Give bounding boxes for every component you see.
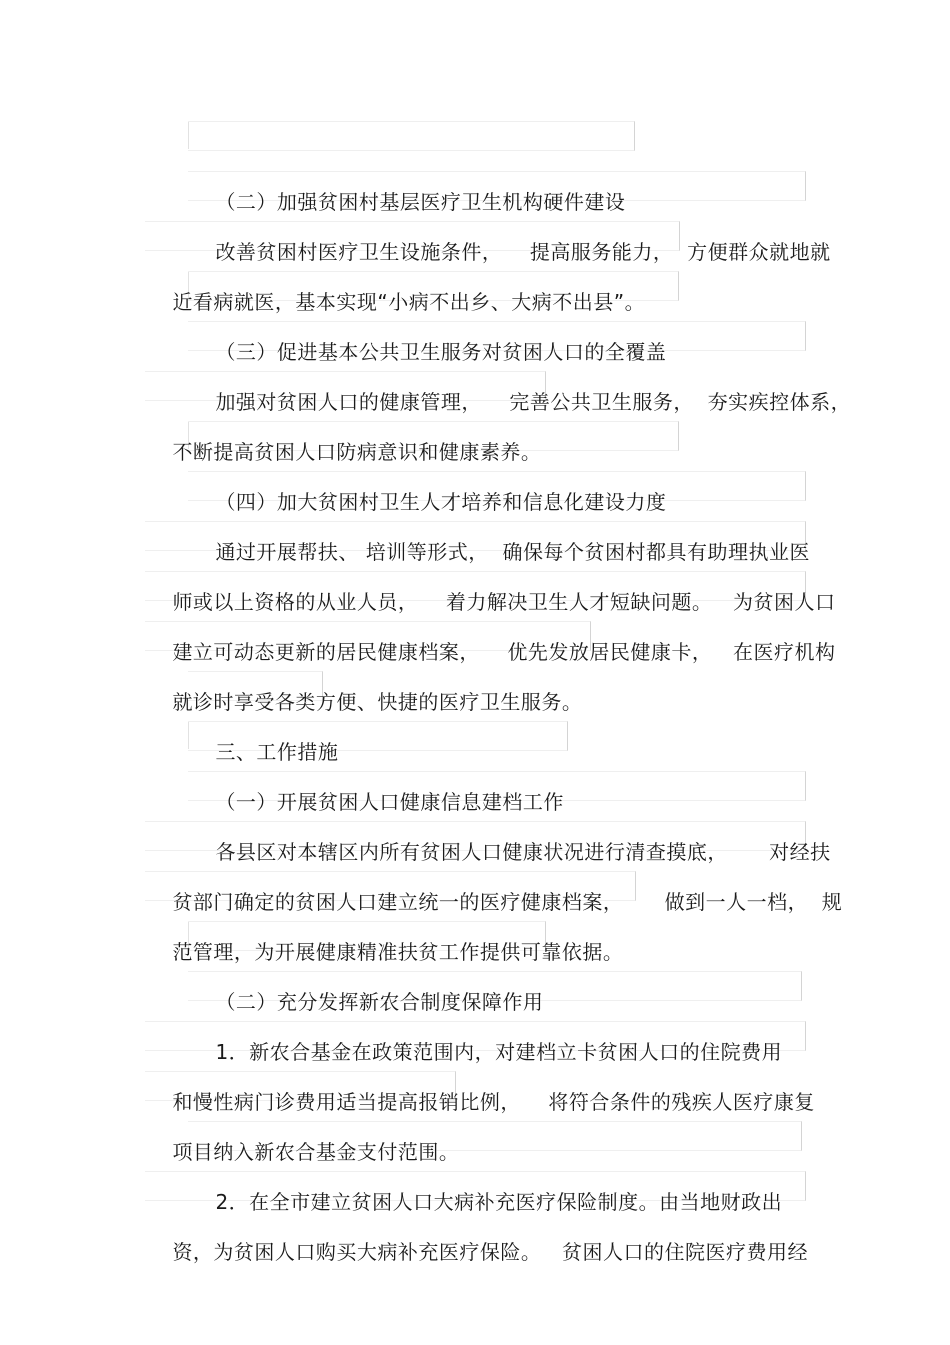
line-text: 不断提高贫困人口防病意识和健康素养。 (172, 440, 542, 464)
line-text: 通过开展帮扶、 培训等形式， 确保每个贫困村都具有助理执业医 (215, 540, 811, 564)
line-text: 就诊时享受各类方便、快捷的医疗卫生服务。 (172, 690, 583, 714)
line-text: 三、工作措施 (215, 740, 339, 764)
line-text: （一）开展贫困人口健康信息建档工作 (215, 790, 564, 814)
section-heading-2-2 (188, 127, 626, 214)
line-text: 1．新农合基金在政策范围内，对建档立卡贫困人口的住院费用 (215, 1040, 783, 1064)
line-text: （二）充分发挥新农合制度保障作用 (215, 990, 544, 1014)
line-text: 加强对贫困人口的健康管理， 完善公共卫生服务， 夯实疾控体系， (215, 390, 852, 414)
line-text: （三）促进基本公共卫生服务对贫困人口的全覆盖 (215, 340, 667, 364)
line-text: 改善贫困村医疗卫生设施条件， 提高服务能力， 方便群众就地就 (215, 240, 831, 264)
line-text: 2．在全市建立贫困人口大病补充医疗保险制度。由当地财政出 (215, 1190, 783, 1214)
line-text: 师或以上资格的从业人员， 着力解决卫生人才短缺问题。 为贫困人口 (172, 590, 836, 614)
line-text: 项目纳入新农合基金支付范围。 (172, 1140, 460, 1164)
line-text: 范管理，为开展健康精准扶贫工作提供可靠依据。 (172, 940, 624, 964)
line-text: 贫部门确定的贫困人口建立统一的医疗健康档案， 做到一人一档， 规 (172, 890, 843, 914)
line-text: （四）加大贫困村卫生人才培养和信息化建设力度 (215, 490, 667, 514)
line-text: （二）加强贫困村基层医疗卫生机构硬件建设 (215, 190, 626, 214)
line-text: 资，为贫困人口购买大病补充医疗保险。 贫困人口的住院医疗费用经 (172, 1240, 809, 1264)
line-text: 近看病就医，基本实现“小病不出乡、大病不出县”。 (172, 290, 646, 314)
line-text: 建立可动态更新的居民健康档案， 优先发放居民健康卡， 在医疗机构 (172, 640, 836, 664)
line-text: 和慢性病门诊费用适当提高报销比例， 将符合条件的残疾人医疗康复 (172, 1090, 815, 1114)
line-text: 各县区对本辖区内所有贫困人口健康状况进行清查摸底， 对经扶 (215, 840, 831, 864)
